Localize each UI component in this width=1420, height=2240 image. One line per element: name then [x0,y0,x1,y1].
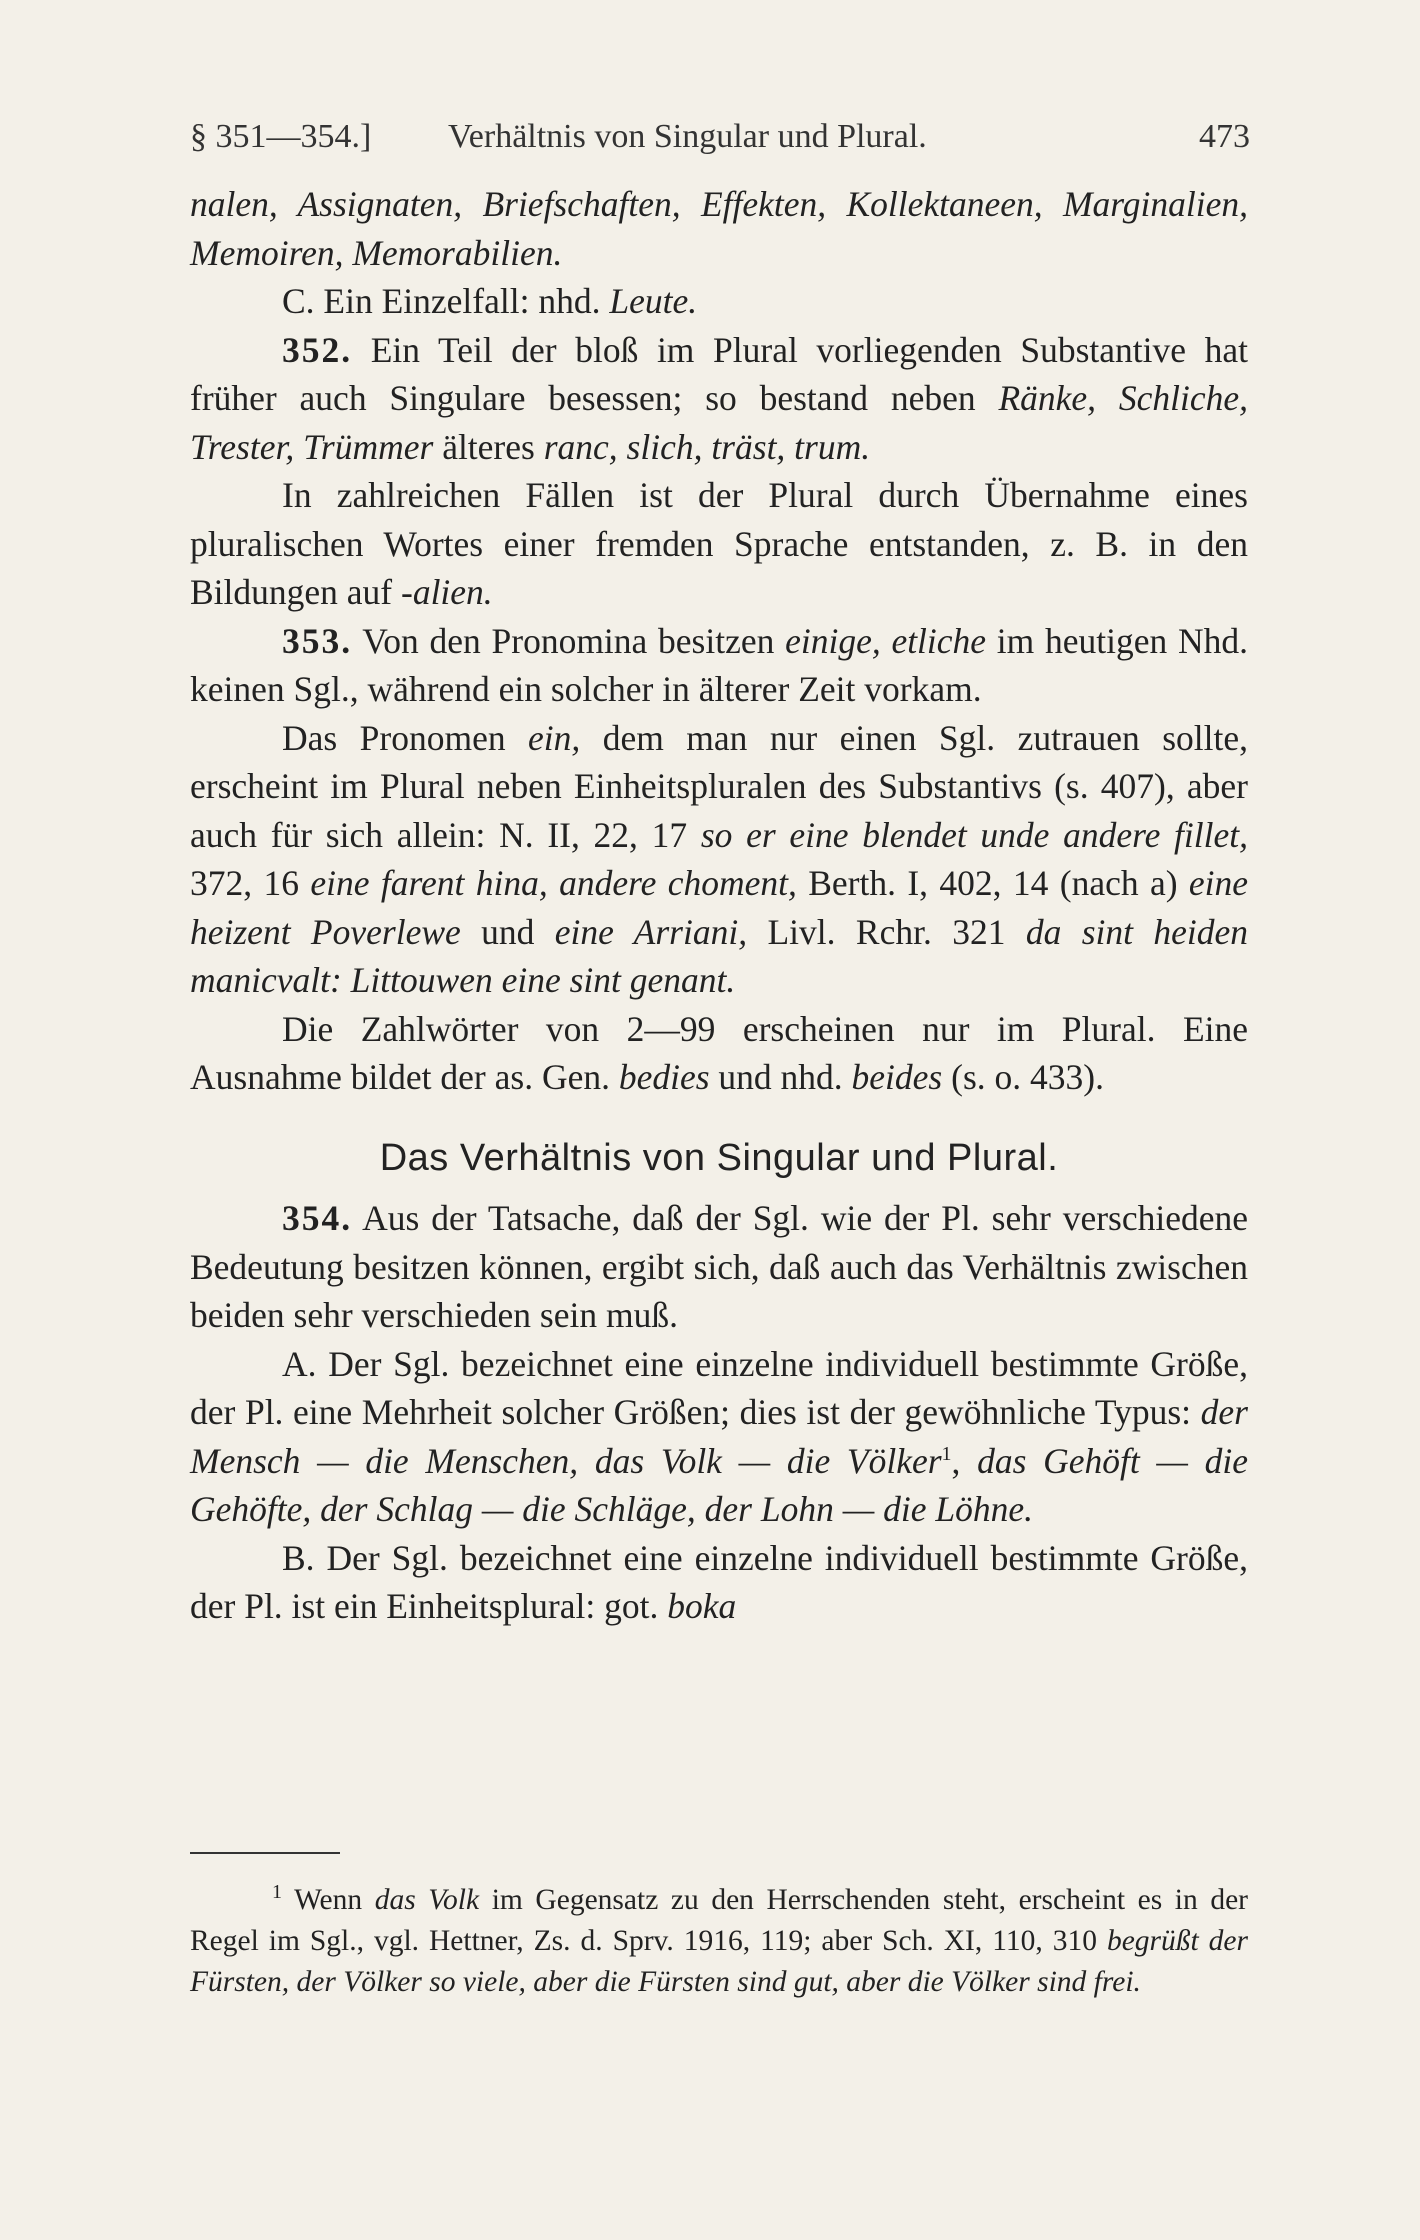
italic-text: eine farent hina, andere choment, [310,863,797,903]
text: dem man nur einen Sgl. zutrauen sollte, erscheint im Plural neben Einheitspluralen des Substantivs (s. 407), aber auch für sich allein: N. II, 22, 17 [190,717,1248,855]
italic-text: Ränke, Schliche, Trester, Trümmer [190,378,1249,467]
italic-text: so er eine blendet unde andere fillet, [700,814,1249,855]
text: Livl. Rchr. 321 [767,911,1006,952]
italic-text: das Volk [374,1884,480,1916]
section-heading: Das Verhältnis von Singular und Plural. [379,1136,1059,1179]
italic-text: boka [667,1586,737,1626]
italic-text: -alien. [401,572,493,612]
page-number: 473 [1199,118,1250,155]
italic-text: Leute. [609,281,698,321]
italic-text: eine heizent Poverlewe [190,863,1249,952]
header-title: Verhältnis von Singular und Plural. [448,118,927,155]
paragraph-continuation [190,180,1248,277]
text: Aus der Tatsache, daß der Sgl. wie der Pl. sehr verschiedene Bedeutung besitzen können, ergibt sich, daß auch das Verhältnis zwischen beiden sehr verschieden sein muß. [190,1198,1249,1335]
text: Berth. I, 402, 14 (nach a) [808,863,1178,903]
paragraph-353 [190,617,1248,714]
text: (s. o. 433). [951,1057,1104,1097]
text: C. Ein Einzelfall: nhd. [282,281,601,321]
text: A. Der Sgl. bezeichnet eine einzelne individuell bestimmte Größe, der Pl. eine Mehrheit solcher Größen; dies ist der gewöhnliche Typus: [190,1343,1248,1432]
text: Die Zahlwörter von 2—99 erscheinen nur im Plural. Eine Ausnahme bildet der as. Gen. [190,1008,1248,1097]
paragraph-pronomen [190,714,1248,1005]
text: , [951,1440,961,1481]
italic-text: bedies [618,1057,710,1097]
paragraph-354 [190,1194,1248,1340]
text: und [481,911,535,952]
text: im heutigen Nhd. keinen Sgl., während ein solcher in älterer Zeit vorkam. [190,620,1248,709]
footnote-rule [190,1852,340,1854]
text: älteres [442,426,535,467]
italic-text: der Mensch — die Menschen, das Volk — die Völker [190,1392,1248,1481]
paragraph-c [190,277,1248,326]
body-text [190,180,1248,1631]
paragraph-uebernahme [190,471,1248,617]
text: 372, 16 [190,863,299,903]
italic-text: das Gehöft — die Gehöfte, der Schlag — die Schläge, der Lohn — die Löhne. [190,1440,1248,1529]
text: im Gegensatz zu den Herrschenden steht, erscheint es in der Regel im Sgl., vgl. Hettner, Zs. d. Sprv. 1916, 119; aber Sch. XI, 110, 310 [190,1884,1249,1957]
italic-text: begrüßt der Fürsten, der Völker so viele, aber die Fürsten sind gut, aber die Völker sind frei. [190,1925,1249,1998]
text: In zahlreichen Fällen ist der Plural durch Übernahme eines pluralischen Wortes einer fremden Sprache entstanden, z. B. in den Bildungen auf [190,475,1248,612]
italic-text: beides [851,1057,943,1097]
italic-text: ein, [528,717,581,758]
italic-text: nalen, Assignaten, Briefschaften, Effekten, Kollektaneen, Marginalien, Memoiren, Memorabilien. [190,184,1248,273]
paragraph-b [190,1534,1248,1631]
section-range: § 351—354.] [190,118,372,155]
footnote-number: 1 [272,1881,282,1904]
section-number: 354. [282,1198,353,1238]
footnote-marker: 1 [941,1442,952,1465]
text: und nhd. [718,1057,843,1097]
text: Ein Teil der bloß im Plural vorliegenden Substantive hat früher auch Singulare besessen; so bestand neben [190,329,1248,418]
paragraph-a [190,1340,1248,1534]
italic-text: da sint heiden manicvalt: Littouwen eine sint genant. [190,911,1249,1000]
running-header [190,118,1250,168]
text: Von den Pronomina besitzen [362,620,775,661]
paragraph-352 [190,326,1248,472]
footnote [190,1880,1248,2003]
italic-text: einige, etliche [785,620,987,661]
section-number: 353. [282,620,353,661]
footnote-text [190,1880,1248,2003]
text: B. Der Sgl. bezeichnet eine einzelne individuell bestimmte Größe, der Pl. ist ein Einheitsplural: got. [190,1537,1248,1626]
italic-text: ranc, slich, träst, trum. [543,426,871,467]
section-number: 352. [282,329,353,370]
paragraph-zahlwoerter [190,1005,1248,1102]
italic-text: eine Arriani, [554,911,748,952]
text: Wenn [294,1884,363,1916]
text: Das Pronomen [282,717,506,758]
